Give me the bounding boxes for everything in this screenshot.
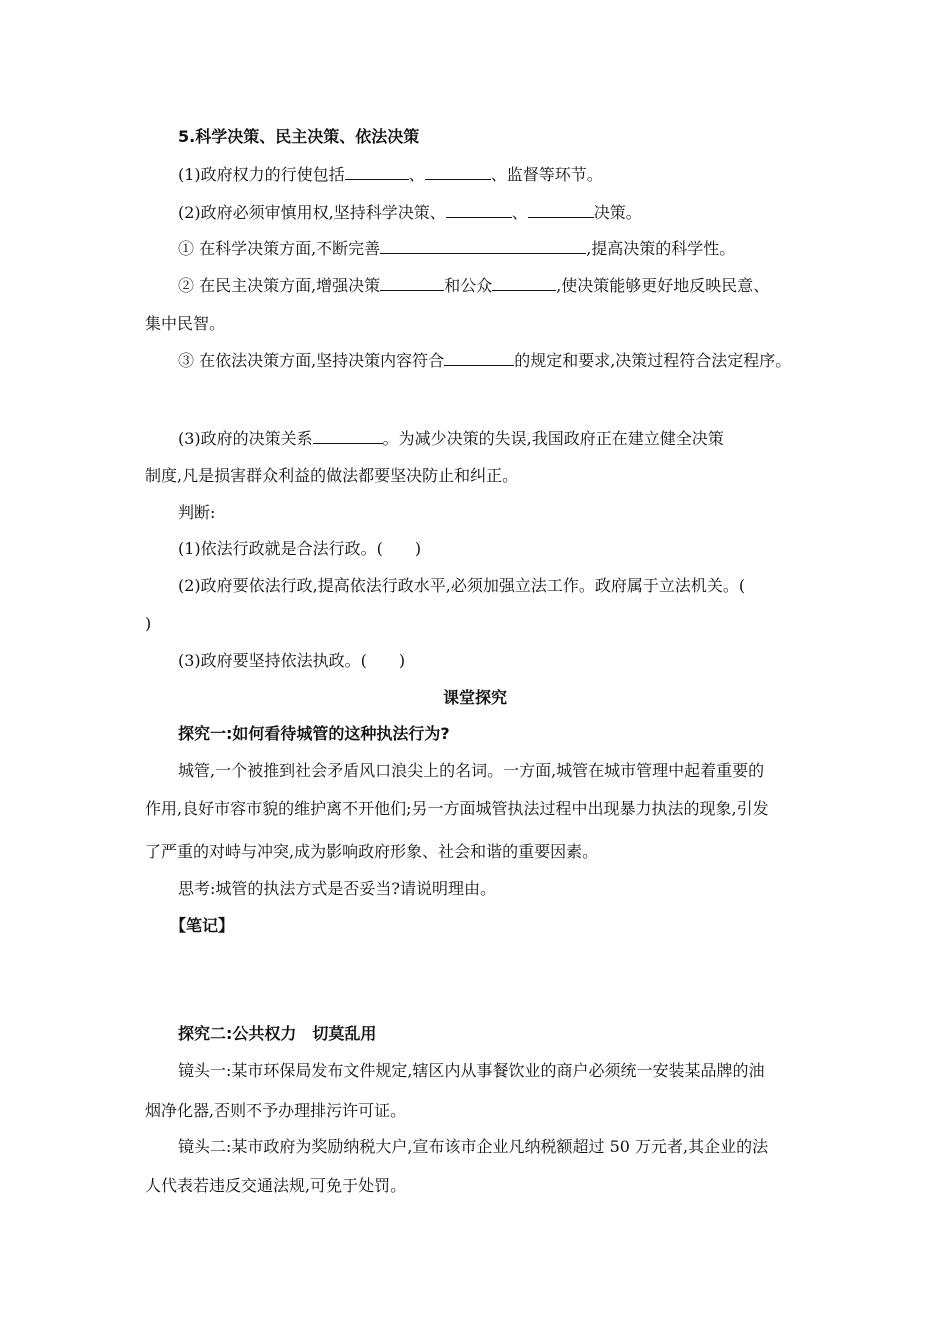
question-5-2-separator: 、 [511,203,528,222]
judge-question-2: (2)政府要依法行政,提高依法行政水平,必须加强立法工作。政府属于立法机关。( [178,576,746,595]
question-5-2-text-a: (2)政府必须审慎用权,坚持科学决策、 [178,203,446,222]
scene-2-line: 人代表若违反交通法规,可免于处罚。 [145,1176,407,1195]
judge-question-2-continuation: ) [145,614,152,633]
answer-blank[interactable] [313,428,383,444]
explore-1-title: 探究一:如何看待城管的这种执法行为? [178,724,450,743]
item-scientific-decision [178,238,848,259]
question-5-1 [178,164,848,185]
item-legal-decision [178,350,848,371]
explore-1-paragraph-line: 了严重的对峙与冲突,成为影响政府形象、社会和谐的重要因素。 [145,842,599,861]
item-democratic-text-a: ② 在民主决策方面,增强决策 [178,276,381,295]
item-legal-text-b: 的规定和要求,决策过程符合法定程序。 [514,351,792,370]
question-5-1-text-a: (1)政府权力的行使包括 [178,165,345,184]
question-5-3 [178,428,848,449]
item-democratic-continuation: 集中民智。 [145,314,226,333]
answer-blank[interactable] [492,275,556,291]
judge-question-1: (1)依法行政就是合法行政。( ) [178,539,422,558]
item-scientific-text-b: ,提高决策的科学性。 [586,239,736,258]
question-5-1-separator: 、 [408,165,425,184]
explore-1-paragraph-line: 城管,一个被推到社会矛盾风口浪尖上的名词。一方面,城管在城市管理中起着重要的 [178,761,765,780]
item-legal-text-a: ③ 在依法决策方面,坚持决策内容符合 [178,351,445,370]
judge-label: 判断: [178,503,216,522]
answer-blank[interactable] [380,238,586,254]
judge-question-3: (3)政府要坚持依法执政。( ) [178,651,406,670]
explore-1-think: 思考:城管的执法方式是否妥当?请说明理由。 [178,879,496,898]
item-democratic-text-mid: 和公众 [444,276,493,295]
classroom-heading: 课堂探究 [442,688,507,707]
item-democratic-text-b: ,使决策能够更好地反映民意、 [556,276,770,295]
question-5-3-text-a: (3)政府的决策关系 [178,429,313,448]
item-democratic-decision [178,275,848,296]
question-5-3-text-b: 。为减少决策的失误,我国政府正在建立健全决策 [382,429,724,448]
section-5-title: 5.科学决策、民主决策、依法决策 [178,127,420,146]
answer-blank[interactable] [425,164,491,180]
question-5-3-continuation: 制度,凡是损害群众利益的做法都要坚决防止和纠正。 [145,466,519,485]
scene-2-line: 镜头二:某市政府为奖励纳税大户,宣布该市企业凡纳税额超过 50 万元者,其企业的法 [178,1137,769,1156]
answer-blank[interactable] [380,275,444,291]
explore-2-title: 探究二:公共权力 切莫乱用 [178,1024,377,1043]
scene-1-line: 烟净化器,否则不予办理排污许可证。 [145,1101,407,1120]
question-5-2-text-b: 决策。 [593,203,642,222]
question-5-2 [178,202,848,223]
item-scientific-text-a: ① 在科学决策方面,不断完善 [178,239,381,258]
answer-blank[interactable] [345,164,409,180]
explore-1-paragraph-line: 作用,良好市容市貌的维护离不开他们;另一方面城管执法过程中出现暴力执法的现象,引发 [145,799,769,818]
answer-blank[interactable] [444,350,514,366]
scene-1-line: 镜头一:某市环保局发布文件规定,辖区内从事餐饮业的商户必须统一安装某品牌的油 [178,1061,765,1080]
question-5-1-text-b: 、监督等环节。 [490,165,603,184]
notes-label: 【笔记】 [170,916,235,935]
answer-blank[interactable] [446,202,512,218]
answer-blank[interactable] [528,202,594,218]
